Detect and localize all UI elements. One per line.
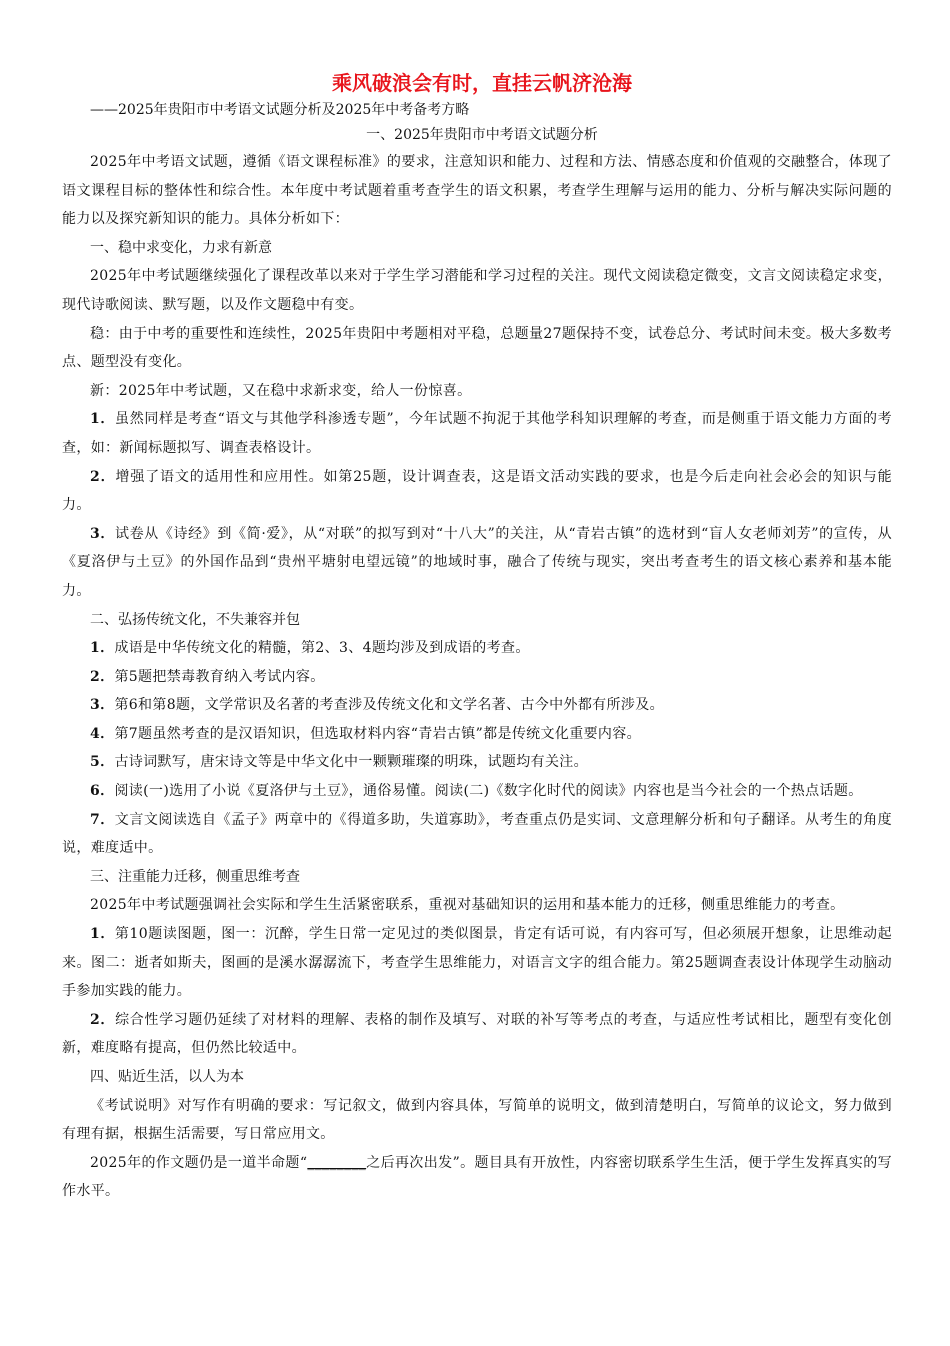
intro-paragraph: 2025年中考语文试题，遵循《语文课程标准》的要求，注意知识和能力、过程和方法、情感态度和价值观的交融整合，体现了语文课程目标的整体性和综合性。本年度中考试题着重考查学生的语文积累，考查学生理解与运用的能力、分析与解决实际问题的能力以及探究新知识的能力。具体分析如下： bbox=[62, 154, 892, 228]
list-item bbox=[62, 720, 892, 749]
list-item bbox=[62, 777, 892, 806]
item-text: 成语是中华传统文化的精髓，第2、3、4题均涉及到成语的考查。 bbox=[114, 640, 530, 657]
list-item bbox=[62, 691, 892, 720]
item-text: 虽然同样是考查“语文与其他学科渗透专题”，今年试题不拘泥于其他学科知识理解的考查，而是侧重于语文能力方面的考查，如：新闻标题拟写、调查表格设计。 bbox=[62, 411, 892, 456]
item-number: 1． bbox=[90, 640, 115, 657]
heading-1: 一、稳中求变化，力求有新意 bbox=[90, 239, 272, 256]
item-number: 2． bbox=[90, 668, 115, 685]
item-number: 5． bbox=[90, 754, 115, 771]
paragraph-3: 新：2025年中考试题，又在稳中求新求变，给人一份惊喜。 bbox=[90, 382, 472, 399]
item-text: 古诗词默写，唐宋诗文等是中华文化中一颗颗璀璨的明珠，试题均有关注。 bbox=[114, 754, 589, 771]
item-text: 增强了语文的适用性和应用性。如第25题，设计调查表，这是语文活动实践的要求，也是今后走向社会必会的知识与能力。 bbox=[62, 468, 892, 514]
item-number: 7． bbox=[90, 811, 115, 828]
essay-prompt-blank: ________ bbox=[307, 1154, 367, 1171]
document-subtitle: ——2025年贵阳市中考语文试题分析及2025年中考备考方略 bbox=[90, 102, 470, 118]
document-title: 乘风破浪会有时，直挂云帆济沧海 bbox=[332, 71, 632, 95]
list-item bbox=[62, 663, 892, 692]
list-item bbox=[62, 1006, 892, 1063]
item-text: 第6和第8题，文学常识及名著的考查涉及传统文化和文学名著、古今中外都有所涉及。 bbox=[114, 697, 664, 714]
list-item bbox=[62, 634, 892, 663]
item-number: 1． bbox=[90, 926, 115, 943]
item-number: 3． bbox=[90, 525, 116, 542]
item-number: 6． bbox=[90, 783, 115, 800]
list-item bbox=[62, 405, 892, 462]
list-item bbox=[62, 806, 892, 863]
heading-4: 四、贴近生活，以人为本 bbox=[90, 1069, 244, 1085]
item-number: 1． bbox=[90, 411, 116, 428]
paragraph-4: 2025年中考试题强调社会实际和学生生活紧密联系，重视对基础知识的运用和基本能力的迁移，侧重思维能力的考查。 bbox=[90, 897, 845, 914]
item-text: 第5题把禁毒教育纳入考试内容。 bbox=[114, 668, 325, 685]
list-item bbox=[62, 463, 892, 520]
paragraph-1: 2025年中考试题继续强化了课程改革以来对于学生学习潜能和学习过程的关注。现代文阅读稳定微变，文言文阅读稳定求变，现代诗歌阅读、默写题，以及作文题稳中有变。 bbox=[62, 268, 892, 313]
heading-3: 三、注重能力迁移，侧重思维考查 bbox=[90, 868, 300, 885]
item-text: 第10题读图题，图一：沉醉，学生日常一定见过的类似图景，肯定有话可说，有内容可写，但必须展开想象，让思维动起来。图二：逝者如斯夫，图画的是溪水潺潺流下，考查学生思维能力，对语言文字的组合能力。第25题调查表设计体现学生动脑动手参加实践的能力。 bbox=[62, 926, 892, 1000]
item-text: 第7题虽然考查的是汉语知识，但选取材料内容“青岩古镇”都是传统文化重要内容。 bbox=[114, 725, 641, 742]
heading-2: 二、弘扬传统文化，不失兼容并包 bbox=[90, 611, 300, 628]
paragraph-5: 《考试说明》对写作有明确的要求：写记叙文，做到内容具体，写简单的说明文，做到清楚明白，写简单的议论文，努力做到有理有据，根据生活需要，写日常应用文。 bbox=[62, 1097, 892, 1143]
paragraph-6 bbox=[62, 1149, 892, 1206]
item-text: 文言文阅读选自《孟子》两章中的《得道多助，失道寡助》，考查重点仍是实词、文意理解分析和句子翻译。从考生的角度说，难度适中。 bbox=[62, 811, 892, 857]
paragraph-2: 稳：由于中考的重要性和连续性，2025年贵阳中考题相对平稳，总题量27题保持不变，试卷总分、考试时间未变。极大多数考点、题型没有变化。 bbox=[62, 325, 892, 371]
list-item bbox=[62, 748, 892, 777]
item-number: 4． bbox=[90, 725, 115, 742]
essay-prompt-start: 2025年的作文题仍是一道半命题“ bbox=[90, 1154, 308, 1171]
item-number: 3． bbox=[90, 697, 115, 714]
list-item bbox=[62, 920, 892, 1006]
item-text: 综合性学习题仍延续了对材料的理解、表格的制作及填写、对联的补写等考点的考查，与适应性考试相比，题型有变化创新，难度略有提高，但仍然比较适中。 bbox=[62, 1011, 892, 1057]
item-text: 阅读(一)选用了小说《夏洛伊与土豆》，通俗易懂。阅读(二)《数字化时代的阅读》内容也是当今社会的一个热点话题。 bbox=[114, 783, 863, 800]
list-item bbox=[62, 520, 892, 606]
item-text: 试卷从《诗经》到《简·爱》，从“对联”的拟写到对“十八大”的关注，从“青岩古镇”的选材到“盲人女老师刘芳”的宣传，从《夏洛伊与土豆》的外国作品到“贵州平塘射电望远镜”的地域时事，融合了传统与现实，突出考查考生的语文核心素养和基本能力。 bbox=[62, 525, 892, 599]
item-number: 2． bbox=[90, 468, 116, 485]
essay-prompt-end: 之后再次出发”。题目具有开放性，内容密切联系学生生活，便于学生发挥真实的写作水平。 bbox=[62, 1154, 892, 1200]
section-title: 一、2025年贵阳市中考语文试题分析 bbox=[366, 127, 598, 143]
item-number: 2． bbox=[90, 1011, 116, 1028]
